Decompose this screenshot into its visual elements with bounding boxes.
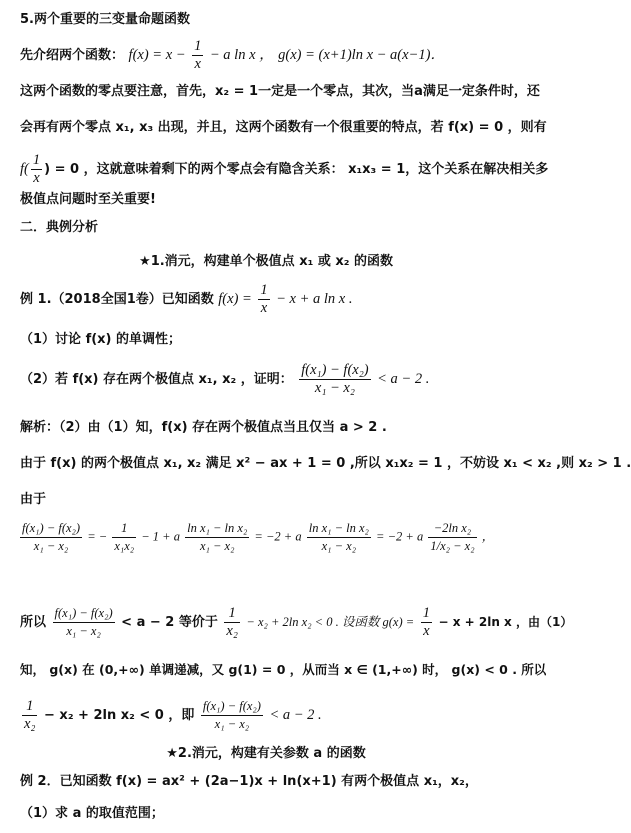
intro-label: 先介绍两个函数：	[20, 48, 125, 63]
example-1-fx: f(x) =	[218, 291, 252, 307]
zero-point-text-3-tail: ) = 0 ，这就意味着剩下的两个零点会有隐含关系： x₁x₃ = 1，这个关系在解决相关多	[44, 162, 549, 177]
example-1-tail: − x + a ln x .	[276, 291, 353, 307]
example-1-label: 例 1.（2018全国1卷）已知函数	[20, 292, 214, 307]
fraction-1-over-x-2: $\frac{1}{x}$	[32, 152, 41, 186]
sol4-frac-2: $\frac{1}{\text{x₂}}$	[226, 605, 238, 639]
zero-point-text-2: 会再有两个零点 x₁, x₃ 出现，并且，这两个函数有一个很重要的特点，若 f(x) = 0 ，则有	[20, 120, 547, 135]
eq-frac-2: $\frac{1}{\text{x₁x₂}}$	[114, 521, 135, 553]
function-f-lhs: f(x) = x −	[128, 47, 186, 63]
sol6-frac-2: $\frac{\text{f(x₁) − f(x₂)}}{\text{x₁ − x₂}}$	[202, 699, 261, 731]
function-g: g(x) = (x+1)ln x − a(x−1)．	[278, 47, 445, 63]
sol4-frac-3: $\frac{1}{x}$	[422, 605, 430, 639]
section-title-5: 5.两个重要的三变量命题函数	[20, 12, 190, 27]
intro-functions-line	[20, 38, 445, 73]
eq-frac-4: $\frac{\text{ln x₁ − ln x₂}}{\text{x₁ − x₂}}$	[308, 521, 369, 553]
f-of: f(	[20, 161, 29, 177]
eq-op-3: = −2 + a	[254, 529, 302, 544]
example-1-fraction: $\frac{1}{x}$	[260, 282, 268, 316]
eq-op-1: = −	[87, 529, 108, 544]
heading-method-2: ★2.消元，构建有关参数 a 的函数	[166, 746, 366, 761]
sol4-mid: < a − 2 等价于	[121, 615, 218, 630]
question-2-tail: < a − 2 .	[377, 371, 430, 387]
fraction-1-over-x: $\frac{1}{x}$	[194, 38, 202, 72]
eq-frac-1: $\frac{\text{f(x₁) − f(x₂)}}{\text{x₁ − x₂}}$	[22, 521, 81, 553]
solution-line-4	[20, 605, 572, 640]
example-2-question-1: （1）求 a 的取值范围；	[20, 806, 164, 821]
solution-line-2: 由于 f(x) 的两个极值点 x₁, x₂ 满足 x² − ax + 1 = 0 ,所以 x₁x₂ = 1 ，不妨设 x₁ < x₂ ,则 x₂ > 1 .	[20, 456, 631, 471]
zero-point-text-3	[20, 152, 548, 187]
bottom-fade-overlay	[300, 800, 532, 833]
zero-point-text-1: 这两个函数的零点要注意，首先，x₂ = 1一定是一个零点，其次，当a满足一定条件时，还	[20, 84, 540, 99]
eq-frac-5: $\frac{\text{−2ln x₂}}{\text{1/x₂ − x₂}}$	[430, 521, 475, 553]
example-1-question-1: （1）讨论 f(x) 的单调性；	[20, 332, 182, 347]
question-2-fraction: $\frac{\text{f(x₁) − f(x₂)}}{\text{x₁ − x₂}}$	[301, 362, 369, 396]
sol6-mid: − x₂ + 2ln x₂ < 0 ，即	[44, 708, 195, 723]
solution-line-3: 由于	[20, 492, 47, 507]
eq-op-4: = −2 + a	[376, 529, 424, 544]
solution-line-1: 解析：（2）由（1）知，f(x) 存在两个极值点当且仅当 a > 2 .	[20, 420, 387, 435]
sol4-frac-1: $\frac{\text{f(x₁) − f(x₂)}}{\text{x₁ − x₂}}$	[54, 606, 113, 638]
example-1-statement	[20, 282, 352, 317]
solution-line-6	[20, 698, 322, 733]
sol6-tail: < a − 2 .	[269, 707, 322, 723]
section-title-2: 二．典例分析	[20, 220, 99, 235]
example-2-statement: 例 2．已知函数 f(x) = ax² + (2a−1)x + ln(x+1) 有两个极值点 x₁，x₂，	[20, 774, 478, 789]
eq-frac-3: $\frac{\text{ln x₁ − ln x₂}}{\text{x₁ − x₂}}$	[187, 521, 248, 553]
sol4-mid2: − x₂ + 2ln x₂ < 0 . 设函数 g(x) =	[246, 615, 415, 629]
sol4-head: 所以	[20, 615, 47, 630]
eq-end: ，	[481, 529, 495, 544]
heading-method-1: ★1.消元，构建单个极值点 x₁ 或 x₂ 的函数	[139, 254, 393, 269]
equation-chain	[18, 520, 494, 555]
zero-point-text-4: 极值点问题时至关重要!	[20, 192, 156, 207]
question-2-head: （2）若 f(x) 存在两个极值点 x₁, x₂ ，证明：	[20, 372, 293, 387]
sol6-frac-1: $\frac{1}{\text{x₂}}$	[24, 698, 36, 732]
sol4-tail: − x + 2ln x ，由（1）	[438, 615, 573, 629]
eq-op-2: − 1 + a	[141, 529, 180, 544]
example-1-question-2	[20, 362, 429, 397]
function-f-tail: − a ln x ，	[209, 47, 274, 63]
solution-line-5: 知， g(x) 在 (0,+∞) 单调递减，又 g(1) = 0 ，从而当 x ∈ (1,+∞) 时， g(x) < 0 . 所以	[20, 662, 547, 677]
